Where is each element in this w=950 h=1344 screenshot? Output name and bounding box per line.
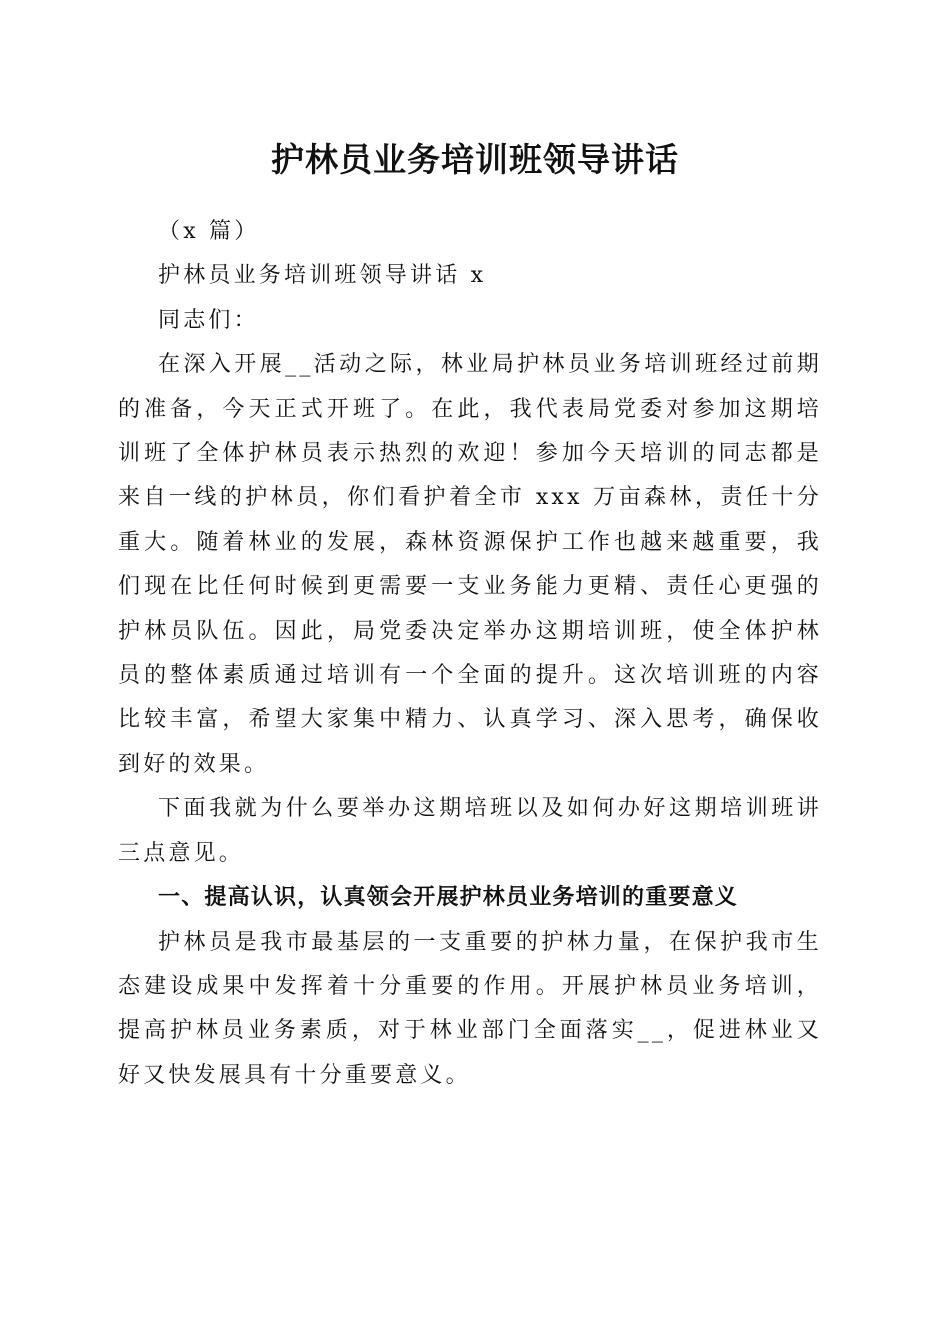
- document-body: [118, 210, 822, 1098]
- salutation: 同志们：: [158, 307, 259, 333]
- body-paragraph-section-1: 护林员是我市最基层的一支重要的护林力量，在保护我市生态建设成果中发挥着十分重要的作用。开展护林员业务培训，提高护林员业务素质，对于林业部门全面落实__，促进林业又好又快发展具有十分重要意义。: [118, 929, 822, 1088]
- article-number: （x 篇）: [158, 219, 260, 244]
- body-paragraph-opening: 在深入开展__活动之际，林业局护林员业务培训班经过前期的准备，今天正式开班了。在此，我代表局党委对参加这期培训班了全体护林员表示热烈的欢迎！参加今天培训的同志都是来自一线的护林员，你们看护着全市 xxx 万亩森林，责任十分重大。随着林业的发展，森林资源保护工作也越来越重要，我们现在比任何时候到更需要一支业务能力更精、责任心更强的护林员队伍。因此，局党委决定举办这期培训班，使全体护林员的整体素质通过培训有一个全面的提升。这次培训班的内容比较丰富，希望大家集中精力、认真学习、深入思考，确保收到好的效果。: [118, 352, 822, 777]
- body-paragraph-intro: 下面我就为什么要举办这期培班以及如何办好这期培训班讲三点意见。: [118, 796, 822, 866]
- subtitle-line: 护林员业务培训班领导讲话 x: [158, 263, 487, 289]
- section-heading-1: 一、提高认识，认真领会开展护林员业务培训的重要意义: [158, 885, 739, 911]
- document-title: 护林员业务培训班领导讲话: [271, 140, 679, 179]
